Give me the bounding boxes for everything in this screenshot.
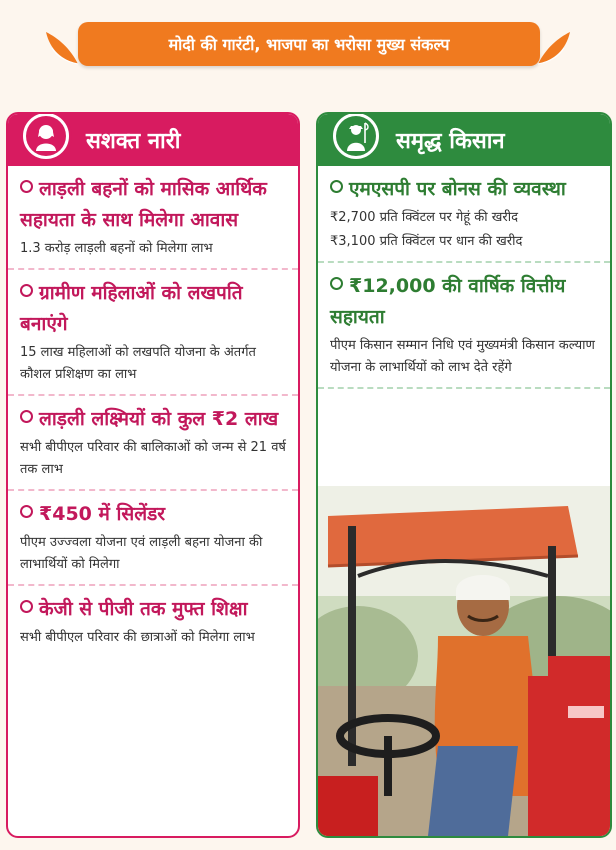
women-panel	[6, 112, 300, 838]
farmers-panel	[316, 112, 612, 838]
item-description: सभी बीपीएल परिवार की छात्राओं को मिलेगा लाभ	[20, 630, 255, 645]
banner-title: मोदी की गारंटी, भाजपा का भरोसा मुख्य संकल्प	[168, 35, 450, 54]
farmer-icon	[341, 121, 371, 151]
item-title: ₹12,000 की वार्षिक वित्तीय सहायता	[330, 275, 566, 328]
item-title: लाड़ली बहनों को मासिक आर्थिक सहायता के साथ मिलेगा आवास	[20, 178, 267, 231]
list-item	[8, 396, 298, 491]
item-description: पीएम किसान सम्मान निधि एवं मुख्यमंत्री किसान कल्याण योजना के लाभार्थियों को लाभ देते रहेंगे	[330, 338, 595, 375]
farmer-avatar	[330, 112, 382, 162]
farmer-on-tractor-photo	[318, 486, 610, 836]
woman-avatar	[20, 112, 72, 162]
woman-icon	[32, 121, 60, 151]
item-title: केजी से पीजी तक मुफ्त शिक्षा	[39, 598, 248, 620]
list-item	[8, 586, 298, 657]
item-title: एमएसपी पर बोनस की व्यवस्था	[349, 178, 566, 200]
item-description: 15 लाख महिलाओं को लखपति योजना के अंतर्गत कौशल प्रशिक्षण का लाभ	[20, 345, 256, 382]
bullet-icon	[20, 180, 33, 193]
bullet-icon	[330, 180, 343, 193]
bullet-icon	[20, 600, 33, 613]
bullet-icon	[20, 284, 33, 297]
leaf-decoration-icon	[536, 26, 574, 66]
item-description: पीएम उज्ज्वला योजना एवं लाड़ली बहना योजना की लाभार्थियों को मिलेगा	[20, 535, 263, 572]
item-title: लाड़ली लक्ष्मियों को कुल ₹2 लाख	[39, 408, 279, 430]
farmers-panel-title: समृद्ध किसान	[396, 129, 505, 154]
item-title: ग्रामीण महिलाओं को लखपति बनाएंगे	[20, 282, 243, 335]
women-panel-header	[8, 114, 298, 166]
item-title: ₹450 में सिलेंडर	[39, 503, 166, 525]
item-description: ₹3,100 प्रति क्विंटल पर धान की खरीद	[330, 234, 523, 249]
leaf-decoration-icon	[42, 26, 80, 66]
list-item	[318, 166, 610, 263]
item-description: सभी बीपीएल परिवार की बालिकाओं को जन्म से 21 वर्ष तक लाभ	[20, 440, 286, 477]
bullet-icon	[20, 505, 33, 518]
page-banner	[78, 22, 540, 66]
farmers-panel-header	[318, 114, 610, 166]
list-item	[318, 263, 610, 389]
bullet-icon	[20, 410, 33, 423]
bullet-icon	[330, 277, 343, 290]
women-panel-title: सशक्त नारी	[86, 129, 181, 154]
item-description: 1.3 करोड़ लाड़ली बहनों को मिलेगा लाभ	[20, 241, 213, 256]
list-item	[8, 166, 298, 270]
list-item	[8, 491, 298, 586]
item-description: ₹2,700 प्रति क्विंटल पर गेहूं की खरीद	[330, 210, 518, 225]
list-item	[8, 270, 298, 396]
